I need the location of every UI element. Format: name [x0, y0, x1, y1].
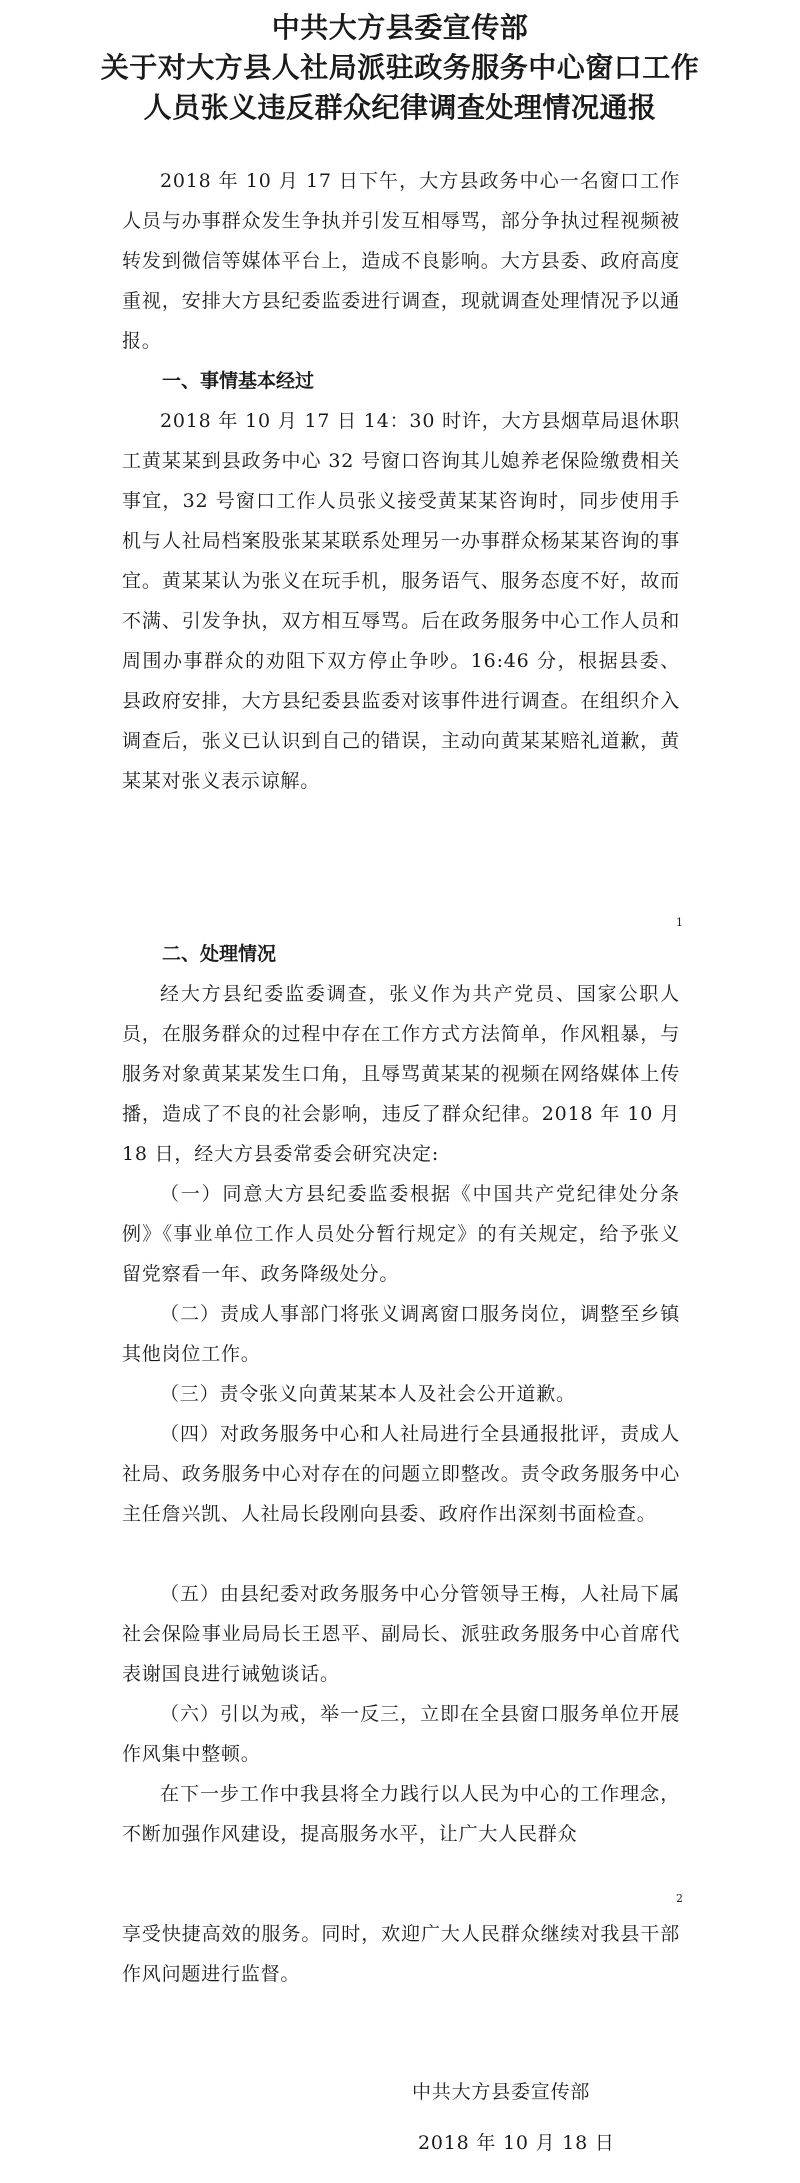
- section-1-heading: 一、事情基本经过: [162, 370, 315, 392]
- intro-paragraph: 2018 年 10 月 17 日下午，大方县政务中心一名窗口工作人员与办事群众发生争执并引发互相辱骂，部分争执过程视频被转发到微信等媒体平台上，造成不良影响。大方县委、政府高度重视，安排大方县纪委监委进行调查，现就调查处理情况予以通报。: [122, 170, 680, 352]
- signature-date: 2018 年 10 月 18 日: [418, 2132, 615, 2154]
- signature-organization: 中共大方县委宣传部: [412, 2081, 591, 2103]
- closing-paragraph-part-1: 在下一步工作中我县将全力践行以人民为中心的工作理念，不断加强作风建设，提高服务水平，让广大人民群众: [122, 1783, 680, 1845]
- decision-item-4: （四）对政务服务中心和人社局进行全县通报批评，责成人社局、政务服务中心对存在的问题立即整改。责令政务服务中心主任詹兴凯、人社局长段刚向县委、政府作出深刻书面检查。: [122, 1423, 680, 1525]
- decision-item-6: （六）引以为戒，举一反三，立即在全县窗口服务单位开展作风集中整顿。: [122, 1703, 680, 1765]
- decision-item-3: （三）责令张义向黄某某本人及社会公开道歉。: [160, 1383, 576, 1405]
- section-2-paragraph: 经大方县纪委监委调查，张义作为共产党员、国家公职人员，在服务群众的过程中存在工作方式方法简单，作风粗暴，与服务对象黄某某发生口角，且辱骂黄某某的视频在网络媒体上传播，造成了不良的社会影响，违反了群众纪律。2018 年 10 月 18 日，经大方县委常委会研究决定:: [122, 983, 680, 1165]
- decision-item-5: （五）由县纪委对政务服务中心分管领导王梅，人社局下属社会保险事业局局长王恩平、副局长、派驻政务服务中心首席代表谢国良进行诫勉谈话。: [122, 1583, 680, 1685]
- closing-paragraph-part-2: 享受快捷高效的服务。同时，欢迎广大人民群众继续对我县干部作风问题进行监督。: [122, 1923, 680, 1985]
- title-line-2: 关于对大方县人社局派驻政务服务中心窗口工作: [100, 51, 700, 84]
- title-line-3: 人员张义违反群众纪律调查处理情况通报: [143, 91, 657, 124]
- page-number-1: 1: [676, 916, 683, 929]
- decision-item-1: （一）同意大方县纪委监委根据《中国共产党纪律处分条例》《事业单位工作人员处分暂行规定》的有关规定，给予张义留党察看一年、政务降级处分。: [122, 1183, 680, 1285]
- section-2-heading: 二、处理情况: [162, 943, 277, 965]
- title-line-1: 中共大方县委宣传部: [271, 11, 529, 44]
- section-1-body: 2018 年 10 月 17 日 14：30 时许，大方县烟草局退休职工黄某某到县政务中心 32 号窗口咨询其儿媳养老保险缴费相关事宜，32 号窗口工作人员张义接受黄某某咨询时，同步使用手机与人社局档案股张某某联系处理另一办事群众杨某某咨询的事宜。黄某某认为张义在玩手机，服务语气、服务态度不好，故而不满、引发争执，双方相互辱骂。后在政务服务中心工作人员和周围办事群众的劝阻下双方停止争吵。16:46 分，根据县委、县政府安排，大方县纪委县监委对该事件进行调查。在组织介入调查后，张义已认识到自己的错误，主动向黄某某赔礼道歉，黄某某对张义表示谅解。: [122, 410, 680, 792]
- page-number-2: 2: [676, 1892, 683, 1905]
- decision-item-2: （二）责成人事部门将张义调离窗口服务岗位，调整至乡镇其他岗位工作。: [122, 1303, 680, 1365]
